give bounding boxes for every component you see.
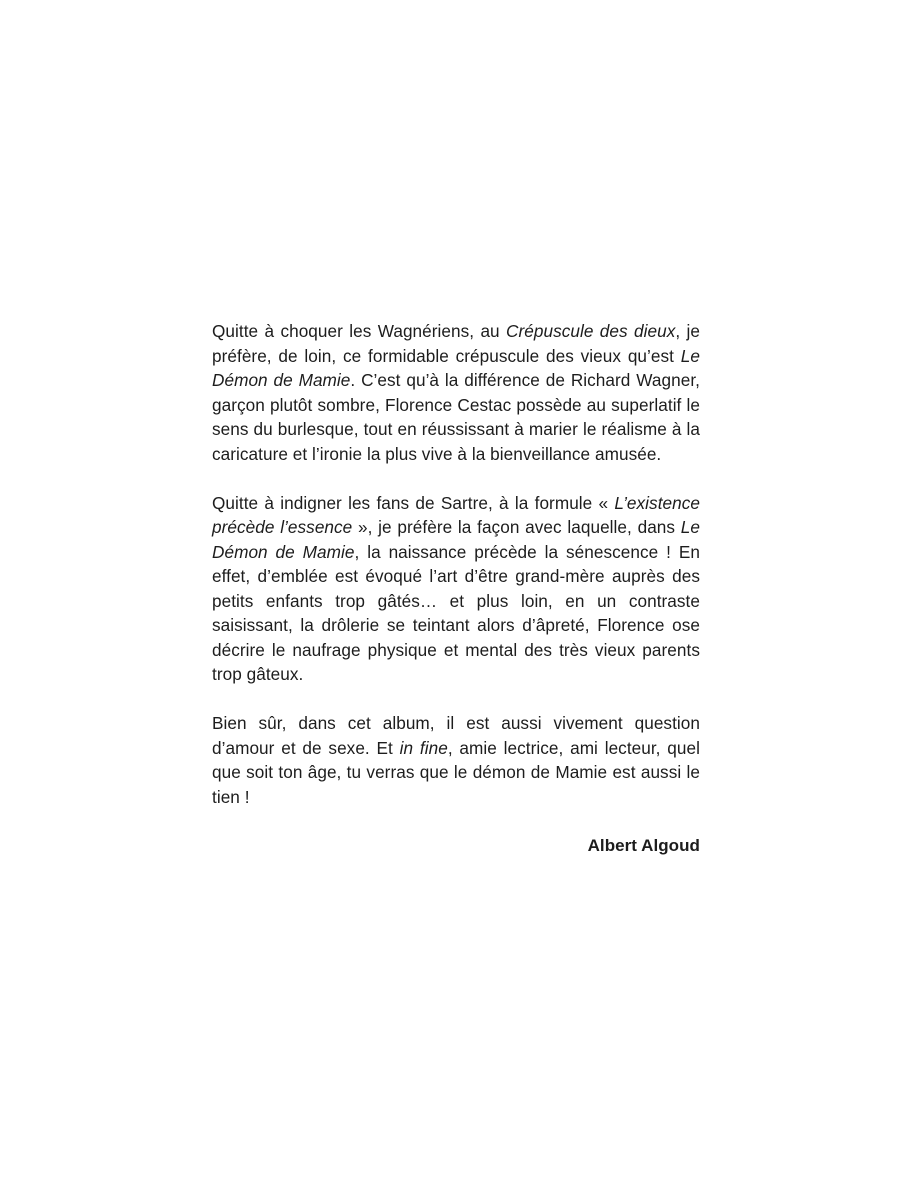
paragraph-1-text-1: Quitte à choquer les Wagnériens, au (212, 321, 507, 341)
author-signature: Albert Algoud (587, 835, 700, 855)
paragraph-3-in-fine: in fine (399, 737, 448, 758)
paragraph-3-text-2: , amie lectrice, ami lecteur, quel que soit ton âge, tu verras que le démon de Mamie est aussi le tien ! (212, 737, 700, 807)
paragraph-2-text-2: », je préfère la façon avec laquelle, dans (352, 517, 681, 537)
paragraph-2-text-1: Quitte à indigner les fans de Sartre, à la formule « (212, 492, 615, 513)
paragraph-2-text-3: , la naissance précède la sénescence ! En effet, d’emblée est évoqué l’art d’être grand-mère auprès des petits enfants trop gâtés… et plus loin, en un contraste saisissant, la drôlerie se teintant alors d’âpreté, Florence ose décrire le naufrage physique et mental des très vieux parents trop gâteux. (212, 541, 700, 684)
paragraph-2 (212, 491, 700, 687)
paragraph-2-quote-sartre: L’existence précède l’essence (212, 492, 700, 537)
paragraph-1 (212, 319, 700, 466)
preface-text (212, 319, 700, 883)
paragraph-1-title-crepuscule: Crépuscule des dieux (506, 321, 676, 341)
paragraph-2-title-demon: Le Démon de Mamie (212, 517, 700, 562)
paragraph-1-title-demon: Le Démon de Mamie (212, 345, 700, 390)
paragraph-1-text-3: . C’est qu’à la différence de Richard Wagner, garçon plutôt sombre, Florence Cestac possède au superlatif le sens du burlesque, tout en réussissant à marier le réalisme à la caricature et l’ironie la plus vive à la bienveillance amusée. (212, 370, 700, 464)
paragraph-1-text-2: , je préfère, de loin, ce formidable crépuscule des vieux qu’est (212, 321, 700, 366)
paragraph-3 (212, 711, 700, 809)
paragraph-3-text-1: Bien sûr, dans cet album, il est aussi vivement question d’amour et de sexe. Et (212, 713, 700, 758)
